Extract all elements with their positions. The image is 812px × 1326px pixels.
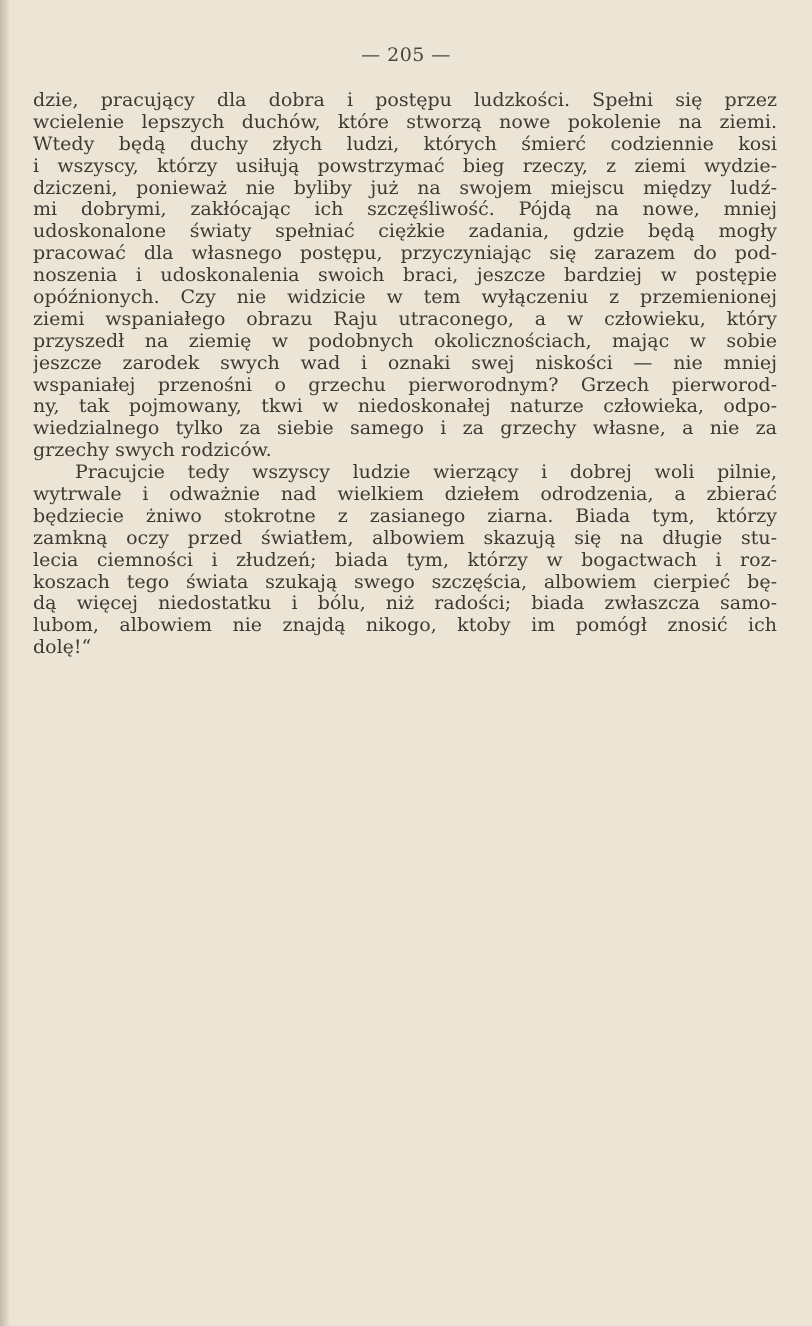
text-line: wcielenie lepszych duchów, które stworzą nowe pokolenie na ziemi. — [33, 111, 777, 133]
text-line: zamkną oczy przed światłem, albowiem skazują się na długie stu- — [33, 527, 777, 549]
paragraph-1 — [33, 90, 777, 462]
text-line: wspaniałej przenośni o grzechu pierworodnym? Grzech pierworod- — [33, 374, 777, 396]
text-line: dą więcej niedostatku i bólu, niż radości; biada zwłaszcza samo- — [33, 593, 777, 615]
page-edge-shadow — [0, 0, 10, 1326]
body-text — [33, 90, 777, 659]
text-line: przyszedł na ziemię w podobnych okolicznościach, mając w sobie — [33, 330, 777, 352]
text-line: dolę!“ — [33, 637, 92, 659]
text-line: dziczeni, ponieważ nie byliby już na swojem miejscu między ludź- — [33, 177, 777, 199]
text-line: ziemi wspaniałego obrazu Raju utraconego, a w człowieku, który — [33, 308, 777, 330]
text-line: Wtedy będą duchy złych ludzi, których śmierć codziennie kosi — [33, 133, 777, 155]
text-line: grzechy swych rodziców. — [33, 440, 272, 462]
text-line: wiedzialnego tylko za siebie samego i za grzechy własne, a nie za — [33, 418, 777, 440]
text-line: jeszcze zarodek swych wad i oznaki swej niskości — nie mniej — [33, 352, 777, 374]
page-number: — 205 — — [361, 44, 451, 66]
text-line: lubom, albowiem nie znajdą nikogo, ktoby im pomógł znosić ich — [33, 615, 777, 637]
text-line: noszenia i udoskonalenia swoich braci, jeszcze bardziej w postępie — [33, 265, 777, 287]
text-line: dzie, pracujący dla dobra i postępu ludzkości. Spełni się przez — [33, 90, 777, 111]
text-line: pracować dla własnego postępu, przyczyniając się zarazem do pod- — [33, 243, 777, 265]
text-line: Pracujcie tedy wszyscy ludzie wierzący i dobrej woli pilnie, — [75, 462, 777, 484]
text-line: mi dobrymi, zakłócając ich szczęśliwość. Pójdą na nowe, mniej — [33, 199, 777, 221]
text-line: lecia ciemności i złudzeń; biada tym, którzy w bogactwach i roz- — [33, 549, 777, 571]
paragraph-2 — [33, 462, 777, 659]
text-line: będziecie żniwo stokrotne z zasianego ziarna. Biada tym, którzy — [33, 505, 777, 527]
text-line: wytrwale i odważnie nad wielkiem dziełem odrodzenia, a zbierać — [33, 484, 777, 506]
text-line: udoskonalone światy spełniać ciężkie zadania, gdzie będą mogły — [33, 221, 777, 243]
text-line: ny, tak pojmowany, tkwi w niedoskonałej naturze człowieka, odpo- — [33, 396, 777, 418]
text-line: koszach tego świata szukają swego szczęścia, albowiem cierpieć bę- — [33, 571, 777, 593]
text-line: i wszyscy, którzy usiłują powstrzymać bieg rzeczy, z ziemi wydzie- — [33, 155, 777, 177]
text-line: opóźnionych. Czy nie widzicie w tem wyłączeniu z przemienionej — [33, 287, 777, 309]
